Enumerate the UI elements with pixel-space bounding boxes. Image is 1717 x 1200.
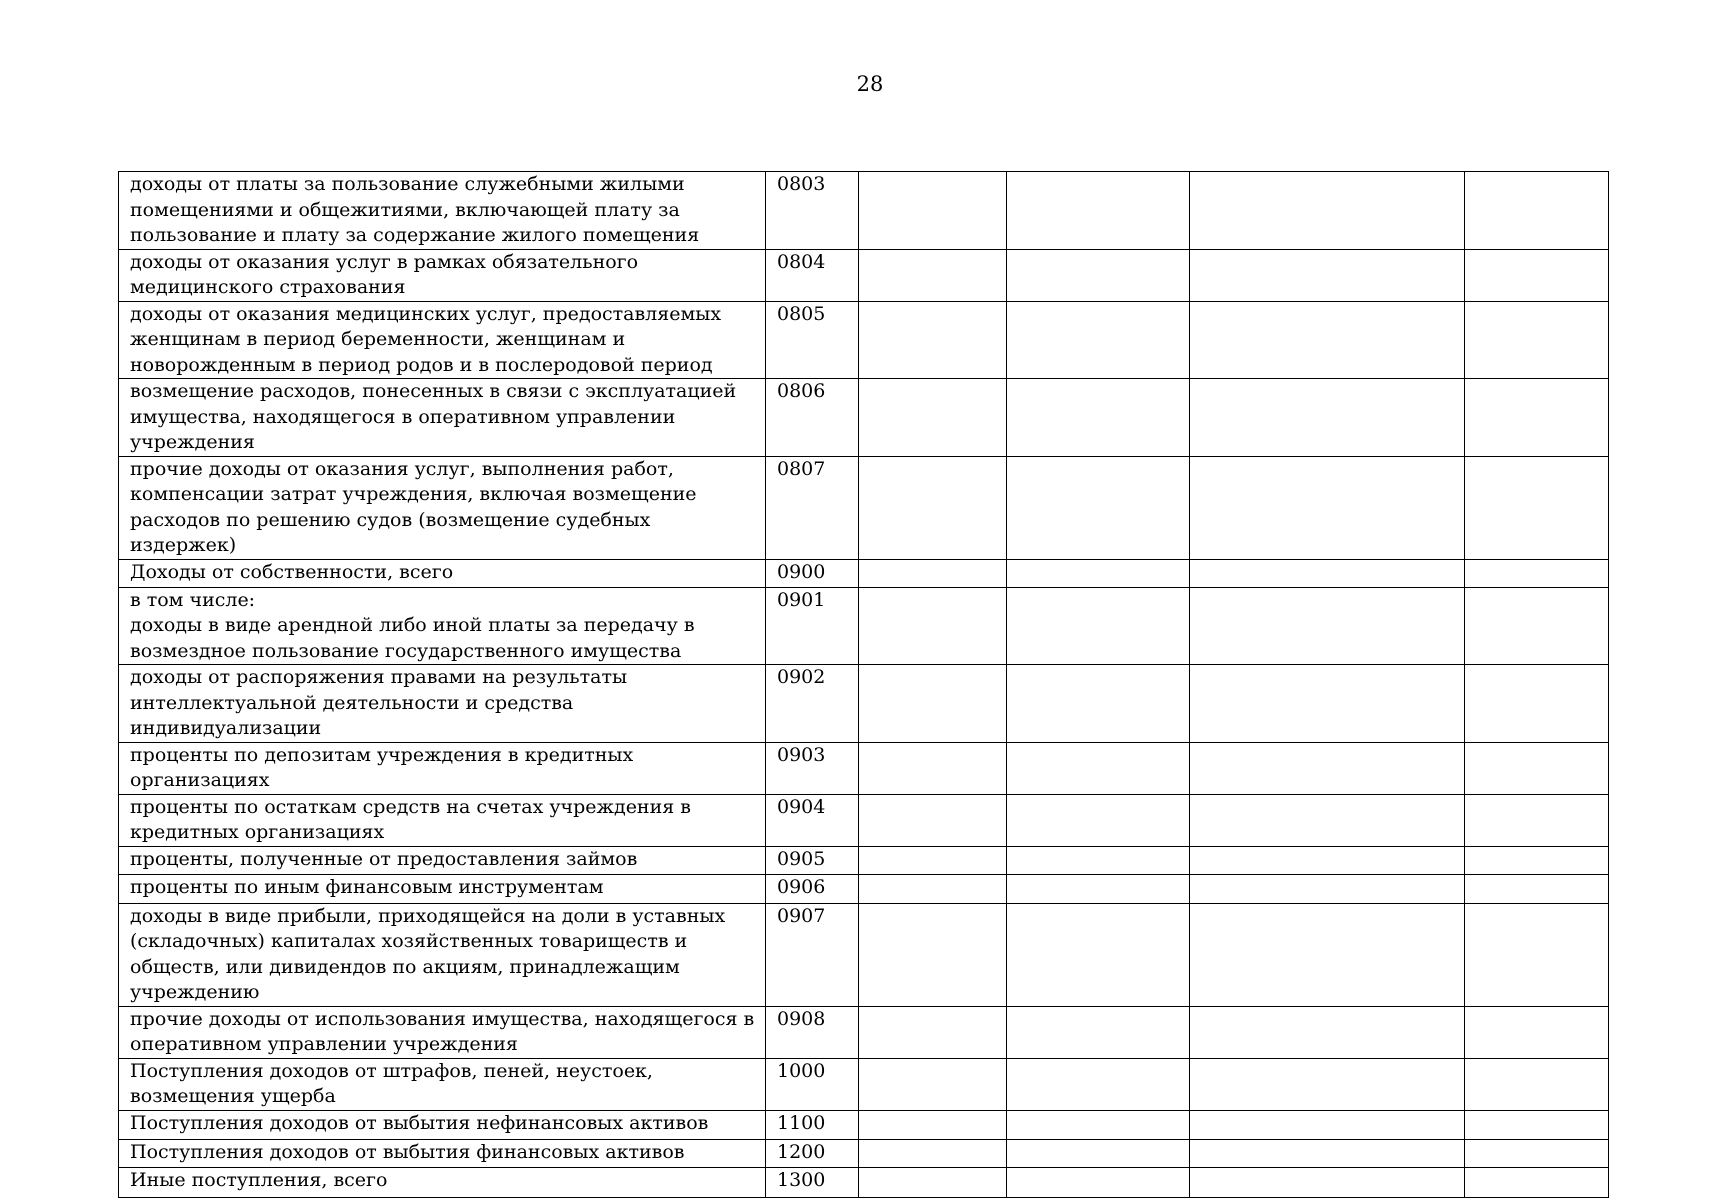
value-cell bbox=[1190, 1058, 1465, 1110]
row-label: возмещение расходов, понесенных в связи с эксплуатацией имущества, находящегося в оперативном управлении учреждения bbox=[119, 379, 766, 457]
row-label: доходы от оказания услуг в рамках обязательного медицинского страхования bbox=[119, 249, 766, 301]
value-cell bbox=[1465, 874, 1609, 903]
value-cell bbox=[859, 742, 1007, 794]
value-cell bbox=[859, 456, 1007, 559]
value-cell bbox=[859, 1139, 1007, 1167]
value-cell bbox=[1465, 1006, 1609, 1058]
row-code: 0902 bbox=[766, 665, 859, 743]
value-cell bbox=[859, 665, 1007, 743]
row-label: прочие доходы от оказания услуг, выполнения работ, компенсации затрат учреждения, включая возмещение расходов по решению судов (возмещение судебных издержек) bbox=[119, 456, 766, 559]
row-code: 1300 bbox=[766, 1167, 859, 1197]
table-row bbox=[119, 1058, 1609, 1110]
table-row bbox=[119, 379, 1609, 457]
table-row bbox=[119, 874, 1609, 903]
value-cell bbox=[1190, 379, 1465, 457]
row-code: 0907 bbox=[766, 903, 859, 1006]
row-code: 0803 bbox=[766, 172, 859, 250]
value-cell bbox=[859, 1058, 1007, 1110]
value-cell bbox=[1190, 559, 1465, 587]
table-row bbox=[119, 1139, 1609, 1167]
value-cell bbox=[859, 172, 1007, 250]
value-cell bbox=[1190, 249, 1465, 301]
value-cell bbox=[859, 794, 1007, 846]
value-cell bbox=[1190, 1110, 1465, 1139]
value-cell bbox=[1190, 794, 1465, 846]
row-label: доходы от оказания медицинских услуг, предоставляемых женщинам в период беременности, женщинам и новорожденным в период родов и в послеродовой период bbox=[119, 301, 766, 379]
value-cell bbox=[1190, 846, 1465, 874]
value-cell bbox=[1190, 1139, 1465, 1167]
value-cell bbox=[1465, 742, 1609, 794]
row-label: Поступления доходов от выбытия нефинансовых активов bbox=[119, 1110, 766, 1139]
table-row bbox=[119, 1167, 1609, 1197]
value-cell bbox=[1190, 456, 1465, 559]
value-cell bbox=[1007, 1110, 1190, 1139]
value-cell bbox=[1190, 1006, 1465, 1058]
value-cell bbox=[1465, 172, 1609, 250]
row-code: 0908 bbox=[766, 1006, 859, 1058]
value-cell bbox=[1007, 1167, 1190, 1197]
value-cell bbox=[1190, 172, 1465, 250]
value-cell bbox=[1465, 794, 1609, 846]
value-cell bbox=[1190, 587, 1465, 665]
row-code: 0805 bbox=[766, 301, 859, 379]
value-cell bbox=[1007, 665, 1190, 743]
table-row bbox=[119, 665, 1609, 743]
value-cell bbox=[1007, 903, 1190, 1006]
value-cell bbox=[1007, 587, 1190, 665]
table-row bbox=[119, 903, 1609, 1006]
value-cell bbox=[859, 301, 1007, 379]
row-label: Поступления доходов от штрафов, пеней, неустоек, возмещения ущерба bbox=[119, 1058, 766, 1110]
value-cell bbox=[1465, 1110, 1609, 1139]
table-row bbox=[119, 742, 1609, 794]
value-cell bbox=[859, 874, 1007, 903]
row-code: 0804 bbox=[766, 249, 859, 301]
page-number: 28 bbox=[856, 72, 884, 96]
row-label: доходы в виде прибыли, приходящейся на доли в уставных (складочных) капиталах хозяйственных товариществ и обществ, или дивидендов по акциям, принадлежащим учреждению bbox=[119, 903, 766, 1006]
row-code: 0806 bbox=[766, 379, 859, 457]
table-row bbox=[119, 559, 1609, 587]
value-cell bbox=[1465, 456, 1609, 559]
value-cell bbox=[1007, 301, 1190, 379]
value-cell bbox=[1007, 742, 1190, 794]
row-code: 0807 bbox=[766, 456, 859, 559]
value-cell bbox=[859, 379, 1007, 457]
value-cell bbox=[1465, 1139, 1609, 1167]
table-row bbox=[119, 456, 1609, 559]
income-table bbox=[118, 171, 1609, 1198]
table-row bbox=[119, 1006, 1609, 1058]
table-row bbox=[119, 172, 1609, 250]
value-cell bbox=[1465, 1167, 1609, 1197]
row-code: 0901 bbox=[766, 587, 859, 665]
row-label: проценты, полученные от предоставления займов bbox=[119, 846, 766, 874]
value-cell bbox=[1007, 379, 1190, 457]
value-cell bbox=[1465, 665, 1609, 743]
table-row bbox=[119, 1110, 1609, 1139]
value-cell bbox=[1190, 742, 1465, 794]
table-row bbox=[119, 794, 1609, 846]
row-label: прочие доходы от использования имущества, находящегося в оперативном управлении учреждения bbox=[119, 1006, 766, 1058]
value-cell bbox=[1465, 903, 1609, 1006]
value-cell bbox=[1465, 1058, 1609, 1110]
row-label: доходы от платы за пользование служебными жилыми помещениями и общежитиями, включающей плату за пользование и плату за содержание жилого помещения bbox=[119, 172, 766, 250]
value-cell bbox=[859, 1006, 1007, 1058]
value-cell bbox=[1007, 794, 1190, 846]
row-code: 0904 bbox=[766, 794, 859, 846]
row-label: Поступления доходов от выбытия финансовых активов bbox=[119, 1139, 766, 1167]
value-cell bbox=[1007, 172, 1190, 250]
value-cell bbox=[1190, 301, 1465, 379]
value-cell bbox=[1007, 1058, 1190, 1110]
value-cell bbox=[1007, 846, 1190, 874]
value-cell bbox=[859, 846, 1007, 874]
value-cell bbox=[1465, 587, 1609, 665]
row-label: проценты по депозитам учреждения в кредитных организациях bbox=[119, 742, 766, 794]
row-label: доходы от распоряжения правами на результаты интеллектуальной деятельности и средства индивидуализации bbox=[119, 665, 766, 743]
table-row bbox=[119, 846, 1609, 874]
table-row bbox=[119, 587, 1609, 665]
row-code: 1200 bbox=[766, 1139, 859, 1167]
row-code: 1100 bbox=[766, 1110, 859, 1139]
row-code: 0906 bbox=[766, 874, 859, 903]
value-cell bbox=[1465, 249, 1609, 301]
value-cell bbox=[1190, 903, 1465, 1006]
row-code: 1000 bbox=[766, 1058, 859, 1110]
value-cell bbox=[1190, 665, 1465, 743]
row-label: проценты по иным финансовым инструментам bbox=[119, 874, 766, 903]
value-cell bbox=[859, 587, 1007, 665]
value-cell bbox=[1465, 301, 1609, 379]
row-label: Иные поступления, всего bbox=[119, 1167, 766, 1197]
row-code: 0905 bbox=[766, 846, 859, 874]
value-cell bbox=[859, 903, 1007, 1006]
value-cell bbox=[859, 249, 1007, 301]
value-cell bbox=[1007, 874, 1190, 903]
value-cell bbox=[1190, 874, 1465, 903]
value-cell bbox=[1007, 1139, 1190, 1167]
value-cell bbox=[859, 1167, 1007, 1197]
value-cell bbox=[859, 559, 1007, 587]
row-code: 0903 bbox=[766, 742, 859, 794]
income-table-body bbox=[119, 172, 1609, 1198]
row-code: 0900 bbox=[766, 559, 859, 587]
value-cell bbox=[1190, 1167, 1465, 1197]
value-cell bbox=[1465, 846, 1609, 874]
table-row bbox=[119, 249, 1609, 301]
value-cell bbox=[1007, 1006, 1190, 1058]
value-cell bbox=[859, 1110, 1007, 1139]
value-cell bbox=[1007, 456, 1190, 559]
value-cell bbox=[1007, 249, 1190, 301]
value-cell bbox=[1007, 559, 1190, 587]
row-label: в том числе: доходы в виде арендной либо иной платы за передачу в возмездное пользование государственного имущества bbox=[119, 587, 766, 665]
table-row bbox=[119, 301, 1609, 379]
row-label: проценты по остаткам средств на счетах учреждения в кредитных организациях bbox=[119, 794, 766, 846]
value-cell bbox=[1465, 559, 1609, 587]
value-cell bbox=[1465, 379, 1609, 457]
row-label: Доходы от собственности, всего bbox=[119, 559, 766, 587]
